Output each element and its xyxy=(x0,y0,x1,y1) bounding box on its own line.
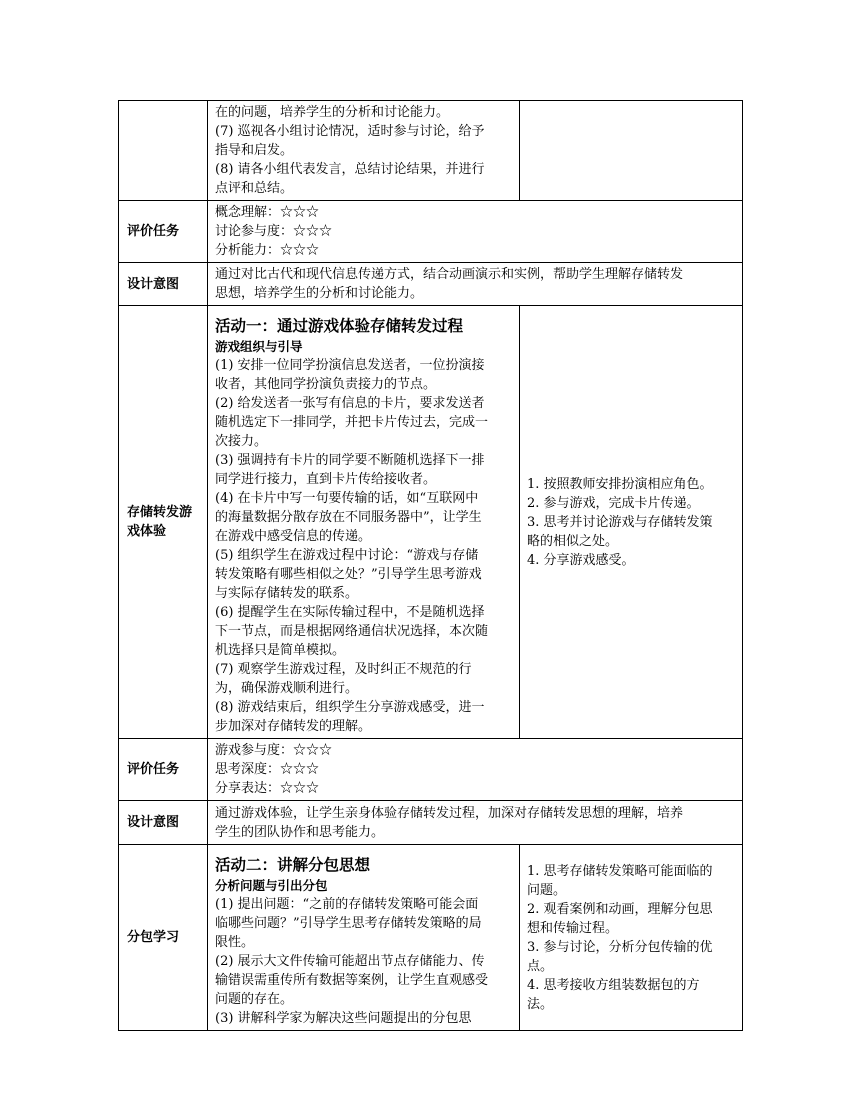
evaluation-cell xyxy=(208,739,743,801)
text-line: 同学进行接力，直到卡片传给接收者。 xyxy=(215,472,437,487)
text-line: 与实际存储转发的联系。 xyxy=(215,586,359,601)
text-line: 问题的存在。 xyxy=(215,992,294,1007)
text-line: 下一节点，而是根据网络通信状况选择，本次随 xyxy=(215,624,489,639)
design-intent-cell xyxy=(208,801,743,845)
text-line: 2. 观看案例和动画，理解分包思 xyxy=(527,901,713,917)
text-line: (3) 讲解科学家为解决这些问题提出的分包思 xyxy=(215,1011,472,1026)
text-line: (6) 提醒学生在实际传输过程中，不是随机选择 xyxy=(215,605,485,620)
text-line: (1) 提出问题：“之前的存储转发策略可能会面 xyxy=(215,897,479,912)
row-label-line: 戏体验 xyxy=(127,524,167,539)
text-line: (8) 请各小组代表发言，总结讨论结果，并进行 xyxy=(215,162,485,177)
text-line: 收者，其他同学扮演负责接力的节点。 xyxy=(215,377,437,392)
row-evaluation-1 xyxy=(119,201,743,263)
text-line: (2) 展示大文件传输可能超出节点存储能力、传 xyxy=(215,954,485,969)
row-label: 设计意图 xyxy=(119,263,208,306)
evaluation-cell xyxy=(208,201,743,263)
text-line: 转发策略有哪些相似之处？”引导学生思考游戏 xyxy=(215,567,482,582)
row-continuation-student-cell xyxy=(520,101,743,201)
text-line: 3. 思考并讨论游戏与存储转发策 xyxy=(527,514,713,530)
text-line: 概念理解：☆☆☆ xyxy=(215,205,320,220)
text-line: (7) 观察学生游戏过程，及时纠正不规范的行 xyxy=(215,662,472,677)
row-activity-1 xyxy=(119,306,743,739)
text-line: 在游戏中感受信息的传递。 xyxy=(215,529,372,544)
text-line: 4. 分享游戏感受。 xyxy=(527,552,635,568)
activity-student-cell xyxy=(520,845,743,1031)
text-line: (5) 组织学生在游戏过程中讨论：“游戏与存储 xyxy=(215,548,479,563)
text-line: 讨论参与度：☆☆☆ xyxy=(215,224,333,239)
text-line: 问题。 xyxy=(527,882,567,898)
row-evaluation-2 xyxy=(119,739,743,801)
text-line: 为，确保游戏顺利进行。 xyxy=(215,681,359,696)
text-line: 思想，培养学生的分析和讨论能力。 xyxy=(215,286,424,301)
text-line: 游戏参与度：☆☆☆ xyxy=(215,743,333,758)
activity-title: 活动二：讲解分包思想 xyxy=(215,856,371,874)
text-line: 2. 参与游戏，完成卡片传递。 xyxy=(527,495,700,511)
text-line: 随机选定下一排同学，并把卡片传过去，完成一 xyxy=(215,415,489,430)
text-line: 步加深对存储转发的理解。 xyxy=(215,719,372,734)
text-line: 次接力。 xyxy=(215,434,268,449)
text-line: 1. 思考存储转发策略可能面临的 xyxy=(527,863,713,879)
text-line: 点。 xyxy=(527,958,554,974)
text-line: 的海量数据分散存放在不同服务器中”，让学生 xyxy=(215,510,482,525)
text-line: 1. 按照教师安排扮演相应角色。 xyxy=(527,476,713,492)
text-line: (1) 安排一位同学扮演信息发送者，一位扮演接 xyxy=(215,358,485,373)
activity-teacher-cell xyxy=(208,845,520,1031)
text-line: 机选择只是简单模拟。 xyxy=(215,643,346,658)
text-line: 通过对比古代和现代信息传递方式，结合动画演示和实例，帮助学生理解存储转发 xyxy=(215,267,684,282)
row-label: 设计意图 xyxy=(119,801,208,845)
text-line: 点评和总结。 xyxy=(215,181,294,196)
text-line: 想和传输过程。 xyxy=(527,920,619,936)
row-label xyxy=(119,306,208,739)
row-label: 评价任务 xyxy=(119,201,208,263)
text-line: 3. 参与讨论，分析分包传输的优 xyxy=(527,939,713,955)
row-continuation-label-cell xyxy=(119,101,208,201)
text-line: 输错误需重传所有数据等案例，让学生直观感受 xyxy=(215,973,489,988)
activity-subtitle: 游戏组织与引导 xyxy=(215,339,303,354)
text-line: 通过游戏体验，让学生亲身体验存储转发过程，加深对存储转发思想的理解，培养 xyxy=(215,805,684,821)
text-line: 4. 思考接收方组装数据包的方 xyxy=(527,977,700,993)
text-line: 分享表达：☆☆☆ xyxy=(215,781,320,796)
row-design-intent-1 xyxy=(119,263,743,306)
activity-student-cell xyxy=(520,306,743,739)
activity-teacher-cell xyxy=(208,306,520,739)
text-line: 思考深度：☆☆☆ xyxy=(215,762,320,777)
row-activity-2 xyxy=(119,845,743,1031)
text-line: 指导和启发。 xyxy=(215,143,294,158)
text-line: 临哪些问题？”引导学生思考存储转发策略的局 xyxy=(215,916,482,931)
text-line: (2) 给发送者一张写有信息的卡片，要求发送者 xyxy=(215,396,485,411)
text-line: (4) 在卡片中写一句要传输的话，如“互联网中 xyxy=(215,491,479,506)
activity-title: 活动一：通过游戏体验存储转发过程 xyxy=(215,317,464,335)
row-design-intent-2 xyxy=(119,801,743,845)
text-line: 法。 xyxy=(527,996,554,1012)
lesson-plan-table xyxy=(118,100,743,1031)
text-line: (3) 强调持有卡片的同学要不断随机选择下一排 xyxy=(215,453,485,468)
row-label: 分包学习 xyxy=(119,845,208,1031)
activity-subtitle: 分析问题与引出分包 xyxy=(215,878,328,893)
text-line: (7) 巡视各小组讨论情况，适时参与讨论，给予 xyxy=(215,124,485,139)
design-intent-cell xyxy=(208,263,743,306)
text-line: 学生的团队协作和思考能力。 xyxy=(215,824,385,840)
text-line: (8) 游戏结束后，组织学生分享游戏感受，进一 xyxy=(215,700,485,715)
row-continuation xyxy=(119,101,743,201)
text-line: 限性。 xyxy=(215,935,255,950)
row-label-line: 存储转发游 xyxy=(127,505,193,520)
text-line: 略的相似之处。 xyxy=(527,533,619,549)
row-label: 评价任务 xyxy=(119,739,208,801)
text-line: 分析能力：☆☆☆ xyxy=(215,243,320,258)
row-continuation-teacher-cell xyxy=(208,101,520,201)
text-line: 在的问题，培养学生的分析和讨论能力。 xyxy=(215,105,450,120)
